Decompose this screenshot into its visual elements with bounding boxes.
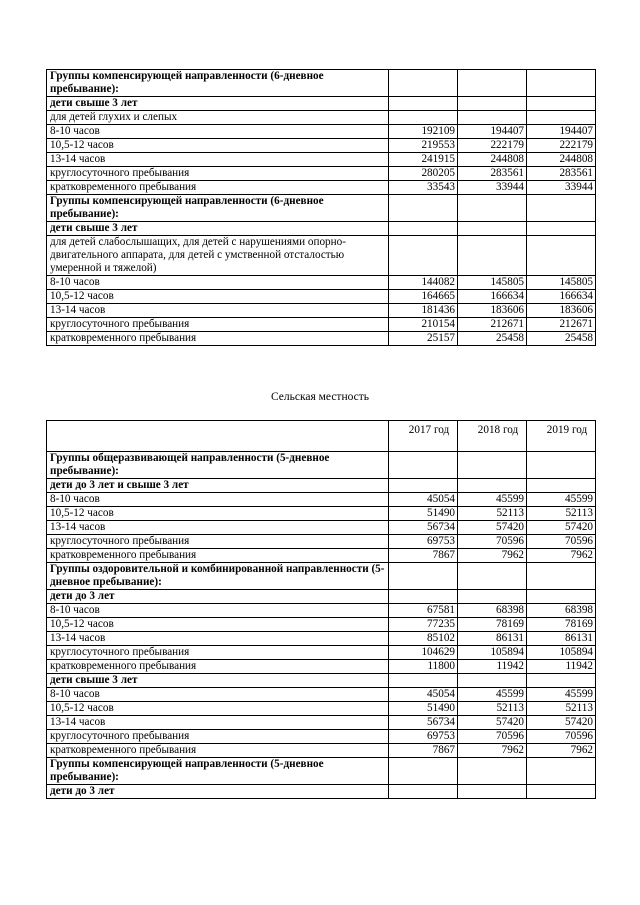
table-row — [47, 332, 596, 346]
group-heading-cell: дети свыше 3 лет — [47, 222, 389, 236]
table-row — [47, 521, 596, 535]
table-row — [47, 785, 596, 799]
tariff-table-rural-body — [47, 452, 596, 799]
table-row — [47, 181, 596, 195]
table-row — [47, 153, 596, 167]
table-row — [47, 744, 596, 758]
group-heading-cell: Группы компенсирующей направленности (5-дневное пребывание): — [47, 758, 389, 785]
row-label-cell: для детей глухих и слепых — [47, 111, 389, 125]
row-label-cell: 13-14 часов — [47, 521, 389, 535]
table-row — [47, 236, 596, 276]
table-row — [47, 563, 596, 590]
table-row — [47, 125, 596, 139]
value-cell: 52113 — [458, 702, 527, 716]
value-cell: 222179 — [527, 139, 596, 153]
table-row — [47, 222, 596, 236]
row-label-cell: 10,5-12 часов — [47, 139, 389, 153]
value-cell: 77235 — [389, 618, 458, 632]
year-header-cell: 2019 год — [527, 421, 596, 452]
value-cell — [458, 70, 527, 97]
value-cell: 181436 — [389, 304, 458, 318]
table-row — [47, 167, 596, 181]
group-heading-cell: Группы компенсирующей направленности (6-дневное пребывание): — [47, 195, 389, 222]
tariff-table-urban-body — [47, 70, 596, 346]
year-header-cell: 2017 год — [389, 421, 458, 452]
value-cell — [458, 785, 527, 799]
value-cell: 33944 — [527, 181, 596, 195]
group-heading-cell: дети свыше 3 лет — [47, 97, 389, 111]
value-cell — [458, 452, 527, 479]
value-cell: 57420 — [527, 521, 596, 535]
row-label-cell: 13-14 часов — [47, 153, 389, 167]
group-heading-cell: Группы общеразвивающей направленности (5-дневное пребывание): — [47, 452, 389, 479]
value-cell: 69753 — [389, 730, 458, 744]
row-label-cell: 8-10 часов — [47, 276, 389, 290]
year-header-row — [47, 421, 596, 452]
value-cell: 45599 — [458, 688, 527, 702]
row-label-cell: кратковременного пребывания — [47, 332, 389, 346]
value-cell: 52113 — [527, 702, 596, 716]
row-label-cell: 13-14 часов — [47, 632, 389, 646]
row-label-cell: 10,5-12 часов — [47, 618, 389, 632]
value-cell — [458, 97, 527, 111]
value-cell: 145805 — [458, 276, 527, 290]
table-row — [47, 730, 596, 744]
value-cell: 68398 — [527, 604, 596, 618]
table-row — [47, 276, 596, 290]
table-row — [47, 290, 596, 304]
value-cell: 11942 — [458, 660, 527, 674]
value-cell: 241915 — [389, 153, 458, 167]
value-cell: 45599 — [527, 493, 596, 507]
row-label-cell: 8-10 часов — [47, 493, 389, 507]
value-cell — [458, 758, 527, 785]
value-cell: 70596 — [527, 535, 596, 549]
value-cell — [527, 479, 596, 493]
value-cell: 33944 — [458, 181, 527, 195]
row-label-cell: круглосуточного пребывания — [47, 646, 389, 660]
value-cell — [389, 70, 458, 97]
row-label-cell: 8-10 часов — [47, 604, 389, 618]
group-heading-cell: дети до 3 лет и свыше 3 лет — [47, 479, 389, 493]
value-cell — [389, 452, 458, 479]
value-cell: 192109 — [389, 125, 458, 139]
value-cell — [389, 236, 458, 276]
group-heading-cell: Группы компенсирующей направленности (6-дневное пребывание): — [47, 70, 389, 97]
value-cell: 7867 — [389, 549, 458, 563]
row-label-cell: круглосуточного пребывания — [47, 535, 389, 549]
table-row — [47, 604, 596, 618]
value-cell: 7962 — [458, 549, 527, 563]
table-row — [47, 304, 596, 318]
value-cell: 11800 — [389, 660, 458, 674]
table-row — [47, 549, 596, 563]
row-label-cell: кратковременного пребывания — [47, 181, 389, 195]
table-row — [47, 493, 596, 507]
value-cell — [389, 785, 458, 799]
value-cell: 105894 — [527, 646, 596, 660]
value-cell — [458, 674, 527, 688]
value-cell: 70596 — [458, 535, 527, 549]
value-cell: 51490 — [389, 702, 458, 716]
table-row — [47, 139, 596, 153]
value-cell: 144082 — [389, 276, 458, 290]
row-label-cell: круглосуточного пребывания — [47, 730, 389, 744]
table-row — [47, 716, 596, 730]
tariff-table-rural — [46, 420, 596, 799]
value-cell: 11942 — [527, 660, 596, 674]
value-cell: 25458 — [527, 332, 596, 346]
value-cell: 145805 — [527, 276, 596, 290]
table-row — [47, 688, 596, 702]
group-heading-cell: Группы оздоровительной и комбинированной направленности (5-дневное пребывание): — [47, 563, 389, 590]
value-cell: 69753 — [389, 535, 458, 549]
value-cell: 56734 — [389, 521, 458, 535]
value-cell: 210154 — [389, 318, 458, 332]
value-cell: 45054 — [389, 493, 458, 507]
value-cell: 25458 — [458, 332, 527, 346]
table-row — [47, 452, 596, 479]
value-cell — [389, 590, 458, 604]
value-cell: 283561 — [458, 167, 527, 181]
table-row — [47, 618, 596, 632]
value-cell — [389, 97, 458, 111]
section-caption: Сельская местность — [270, 391, 370, 403]
table-row — [47, 674, 596, 688]
value-cell: 280205 — [389, 167, 458, 181]
value-cell: 183606 — [527, 304, 596, 318]
value-cell: 166634 — [458, 290, 527, 304]
value-cell: 57420 — [458, 521, 527, 535]
table-row — [47, 702, 596, 716]
value-cell — [527, 563, 596, 590]
value-cell: 25157 — [389, 332, 458, 346]
row-label-cell: 10,5-12 часов — [47, 702, 389, 716]
row-label-cell: кратковременного пребывания — [47, 744, 389, 758]
row-label-cell: 8-10 часов — [47, 125, 389, 139]
value-cell: 57420 — [527, 716, 596, 730]
table-row — [47, 660, 596, 674]
value-cell — [458, 563, 527, 590]
value-cell: 7962 — [527, 744, 596, 758]
row-label-cell: 8-10 часов — [47, 688, 389, 702]
table-row — [47, 195, 596, 222]
value-cell: 56734 — [389, 716, 458, 730]
row-label-cell: для детей слабослышащих, для детей с нарушениями опорно-двигательного аппарата, для детей с умственной отсталостью умеренной и тяжелой) — [47, 236, 389, 276]
table-row — [47, 758, 596, 785]
value-cell — [527, 236, 596, 276]
value-cell — [389, 674, 458, 688]
group-heading-cell: дети свыше 3 лет — [47, 674, 389, 688]
value-cell — [389, 195, 458, 222]
value-cell: 222179 — [458, 139, 527, 153]
value-cell: 7962 — [527, 549, 596, 563]
value-cell — [527, 590, 596, 604]
table-row — [47, 590, 596, 604]
value-cell: 212671 — [458, 318, 527, 332]
value-cell — [389, 111, 458, 125]
value-cell: 166634 — [527, 290, 596, 304]
value-cell — [527, 674, 596, 688]
value-cell — [527, 222, 596, 236]
value-cell — [527, 195, 596, 222]
value-cell: 51490 — [389, 507, 458, 521]
value-cell: 70596 — [527, 730, 596, 744]
value-cell — [527, 785, 596, 799]
value-cell: 86131 — [527, 632, 596, 646]
value-cell: 67581 — [389, 604, 458, 618]
year-header-cell: 2018 год — [458, 421, 527, 452]
table-row — [47, 507, 596, 521]
header-empty-cell — [47, 421, 389, 452]
value-cell: 68398 — [458, 604, 527, 618]
row-label-cell: 13-14 часов — [47, 304, 389, 318]
value-cell: 7867 — [389, 744, 458, 758]
value-cell: 219553 — [389, 139, 458, 153]
table-row — [47, 318, 596, 332]
tariff-table-urban — [46, 69, 596, 346]
table-row — [47, 535, 596, 549]
value-cell — [458, 590, 527, 604]
value-cell — [458, 236, 527, 276]
value-cell: 86131 — [458, 632, 527, 646]
row-label-cell: 10,5-12 часов — [47, 507, 389, 521]
value-cell: 85102 — [389, 632, 458, 646]
value-cell: 45054 — [389, 688, 458, 702]
row-label-cell: круглосуточного пребывания — [47, 318, 389, 332]
table-row — [47, 632, 596, 646]
value-cell: 244808 — [458, 153, 527, 167]
value-cell — [458, 479, 527, 493]
value-cell: 57420 — [458, 716, 527, 730]
table-row — [47, 646, 596, 660]
value-cell — [527, 111, 596, 125]
value-cell — [458, 111, 527, 125]
value-cell — [389, 563, 458, 590]
value-cell: 194407 — [458, 125, 527, 139]
group-heading-cell: дети до 3 лет — [47, 785, 389, 799]
value-cell: 78169 — [527, 618, 596, 632]
value-cell — [389, 758, 458, 785]
table-row — [47, 70, 596, 97]
value-cell — [527, 452, 596, 479]
value-cell: 7962 — [458, 744, 527, 758]
value-cell — [389, 222, 458, 236]
value-cell — [527, 70, 596, 97]
row-label-cell: кратковременного пребывания — [47, 549, 389, 563]
value-cell: 45599 — [458, 493, 527, 507]
value-cell: 52113 — [527, 507, 596, 521]
value-cell — [527, 97, 596, 111]
row-label-cell: 10,5-12 часов — [47, 290, 389, 304]
value-cell: 45599 — [527, 688, 596, 702]
value-cell: 183606 — [458, 304, 527, 318]
group-heading-cell: дети до 3 лет — [47, 590, 389, 604]
table-row — [47, 97, 596, 111]
row-label-cell: 13-14 часов — [47, 716, 389, 730]
value-cell: 164665 — [389, 290, 458, 304]
value-cell: 70596 — [458, 730, 527, 744]
value-cell — [458, 222, 527, 236]
table-row — [47, 479, 596, 493]
value-cell — [458, 195, 527, 222]
row-label-cell: кратковременного пребывания — [47, 660, 389, 674]
value-cell: 283561 — [527, 167, 596, 181]
value-cell: 52113 — [458, 507, 527, 521]
value-cell: 194407 — [527, 125, 596, 139]
value-cell: 244808 — [527, 153, 596, 167]
value-cell — [527, 758, 596, 785]
row-label-cell: круглосуточного пребывания — [47, 167, 389, 181]
value-cell: 33543 — [389, 181, 458, 195]
value-cell: 104629 — [389, 646, 458, 660]
value-cell — [389, 479, 458, 493]
value-cell: 78169 — [458, 618, 527, 632]
value-cell: 105894 — [458, 646, 527, 660]
value-cell: 212671 — [527, 318, 596, 332]
table-row — [47, 111, 596, 125]
